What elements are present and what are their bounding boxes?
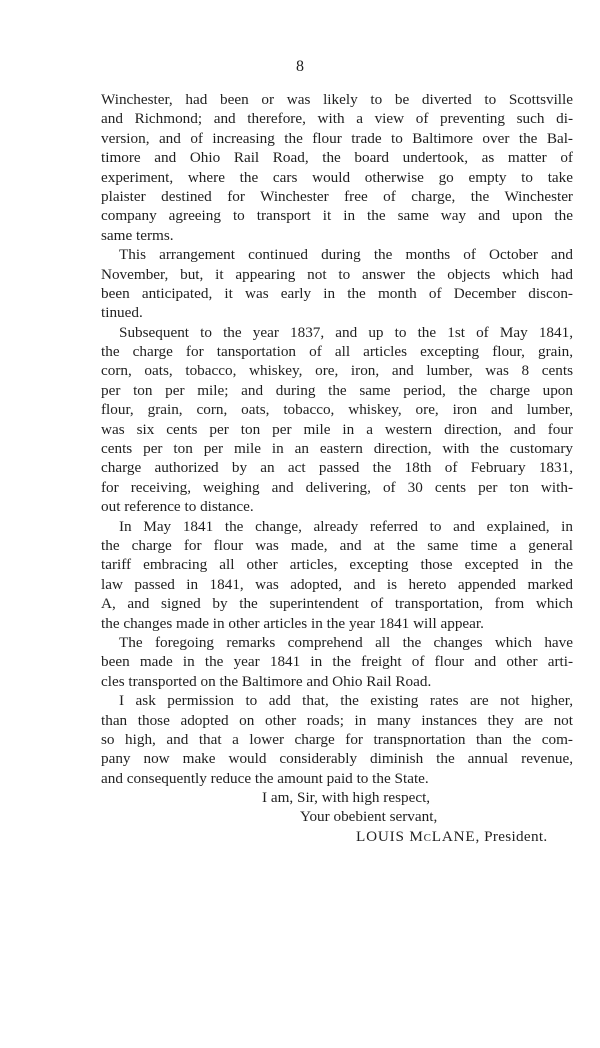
text-line: been anticipated, it was early in the month of December discon- (101, 284, 573, 302)
text-line: tinued. (101, 304, 143, 322)
text-line: the changes made in other articles in the year 1841 will appear. (101, 614, 484, 632)
text-line: the charge for flour was made, and at the same time a general (101, 536, 573, 554)
text-line: corn, oats, tobacco, whiskey, ore, iron, and lumber, was 8 cents (101, 362, 573, 380)
text-line: and Richmond; and therefore, with a view of preventing such di- (101, 110, 573, 128)
text-line: pany now make would considerably diminish the annual revenue, (101, 750, 573, 768)
paragraph (101, 633, 573, 691)
text-line: In May 1841 the change, already referred to and explained, in (119, 517, 573, 535)
paragraph (101, 691, 573, 788)
text-line: November, but, it appearing not to answer the objects which had (101, 265, 573, 283)
signature-name: LOUIS McLANE, (356, 828, 481, 846)
text-line: cents per ton per mile in an eastern direction, with the customary (101, 440, 573, 458)
page-number: 8 (296, 58, 304, 75)
text-line: law passed in 1841, was adopted, and is hereto appended marked (101, 575, 573, 593)
paragraph (101, 323, 573, 517)
text-line: and consequently reduce the amount paid to the State. (101, 769, 429, 787)
text-line: experiment, where the cars would otherwise go empty to take (101, 168, 573, 186)
text-line: for receiving, weighing and delivering, of 30 cents per ton with- (101, 478, 573, 496)
text-line: per ton per mile; and during the same period, the charge upon (101, 381, 573, 399)
signature (356, 827, 547, 846)
text-line: A, and signed by the superintendent of transportation, from which (101, 595, 573, 613)
text-line: than those adopted on other roads; in many instances they are not (101, 711, 573, 729)
text-line: company agreeing to transport it in the same way and upon the (101, 207, 573, 225)
text-line: was six cents per ton per mile in a western direction, and four (101, 420, 573, 438)
closing-servant: Your obebient servant, (300, 808, 438, 826)
letter-body (101, 90, 573, 788)
text-line: I ask permission to add that, the existing rates are not higher, (119, 692, 573, 710)
paragraph (101, 245, 573, 323)
text-line: version, and of increasing the flour trade to Baltimore over the Bal- (101, 129, 573, 147)
text-line: been made in the year 1841 in the freight of flour and other arti- (101, 653, 573, 671)
text-line: timore and Ohio Rail Road, the board undertook, as matter of (101, 149, 573, 167)
paragraph (101, 517, 573, 633)
text-line: plaister destined for Winchester free of charge, the Winchester (101, 187, 573, 205)
text-line: so high, and that a lower charge for transpnortation than the com- (101, 730, 573, 748)
text-line: cles transported on the Baltimore and Ohio Rail Road. (101, 672, 432, 690)
text-line: Winchester, had been or was likely to be diverted to Scottsville (101, 91, 573, 108)
closing-salutation: I am, Sir, with high respect, (262, 789, 431, 807)
paragraph (101, 90, 573, 245)
text-line: The foregoing remarks comprehend all the changes which have (119, 633, 573, 651)
signature-title: President. (484, 828, 548, 846)
text-line: tariff embracing all other articles, excepting those excepted in the (101, 556, 573, 574)
text-line: out reference to distance. (101, 498, 254, 516)
text-line: This arrangement continued during the months of October and (119, 246, 573, 264)
text-line: charge authorized by an act passed the 18th of February 1831, (101, 459, 573, 477)
text-line: Subsequent to the year 1837, and up to the 1st of May 1841, (119, 323, 573, 341)
text-line: the charge for tansportation of all articles excepting flour, grain, (101, 343, 573, 361)
text-line: same terms. (101, 226, 174, 244)
text-line: flour, grain, corn, oats, tobacco, whiskey, ore, iron and lumber, (101, 401, 573, 419)
